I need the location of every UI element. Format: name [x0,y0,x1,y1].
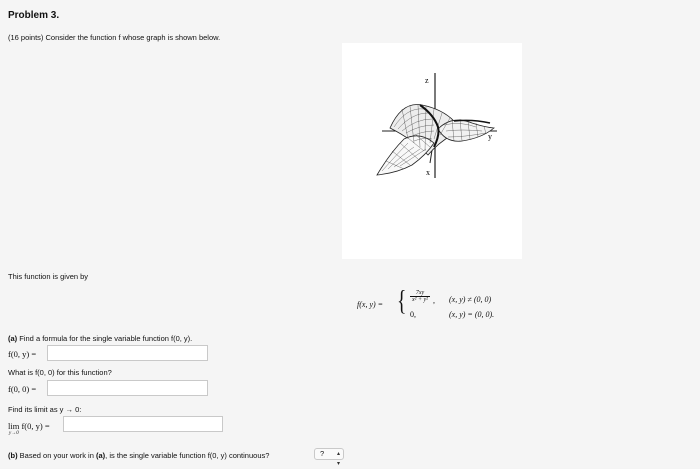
part-b-text-after: , is the single variable function f(0, y) continuous? [105,451,270,460]
fraction-denominator: x² + y² [412,297,428,303]
formula-brace: { [397,286,407,317]
formula-zero-case: 0, [410,310,416,319]
q2-text: What is f(0, 0) for this function? [8,368,112,377]
formula-condition-1: (x, y) ≠ (0, 0) [449,295,492,304]
q3-answer-input[interactable] [63,416,223,432]
surface-plot [342,43,522,259]
part-b-reference: (a) [95,451,106,460]
part-b-text-before: Based on your work in [19,451,94,460]
q3-text: Find its limit as y → 0: [8,405,82,414]
q2-label: f(0, 0) = [8,384,37,394]
formula-condition-2: (x, y) = (0, 0). [449,310,495,319]
continuity-select[interactable] [314,448,344,467]
part-a-text: Find a formula for the single variable function f(0, y). [19,334,193,343]
problem-intro: (16 points) Consider the function f whose graph is shown below. [8,33,221,42]
part-a-heading [8,334,192,343]
q3-limit-subscript: y→0 [9,431,19,436]
formula-fraction [410,290,430,303]
surface-plot-figure [342,43,522,259]
surface-right-lobe [438,120,494,141]
x-axis-label: x [426,168,430,177]
part-a-label: (a) [8,334,18,343]
q1-label: f(0, y) = [8,349,37,359]
q1-answer-input[interactable] [47,345,208,361]
q2-answer-input[interactable] [47,380,208,396]
formula-lhs: f(x, y) = [357,300,384,309]
continuity-select-value: ? [320,449,325,458]
fraction-numerator: 7xy [410,290,430,297]
piecewise-formula [357,288,527,326]
formula-comma: , [433,296,435,305]
select-arrows-icon: ▴ ▾ [336,451,340,467]
given-text: This function is given by [8,272,89,281]
z-axis-label: z [425,76,429,85]
y-axis-label: y [488,132,492,141]
q3-label: lim f(0, y) = [8,421,50,431]
part-b-label: (b) [8,451,18,460]
problem-title: Problem 3. [8,10,60,21]
part-b-question [8,451,269,460]
